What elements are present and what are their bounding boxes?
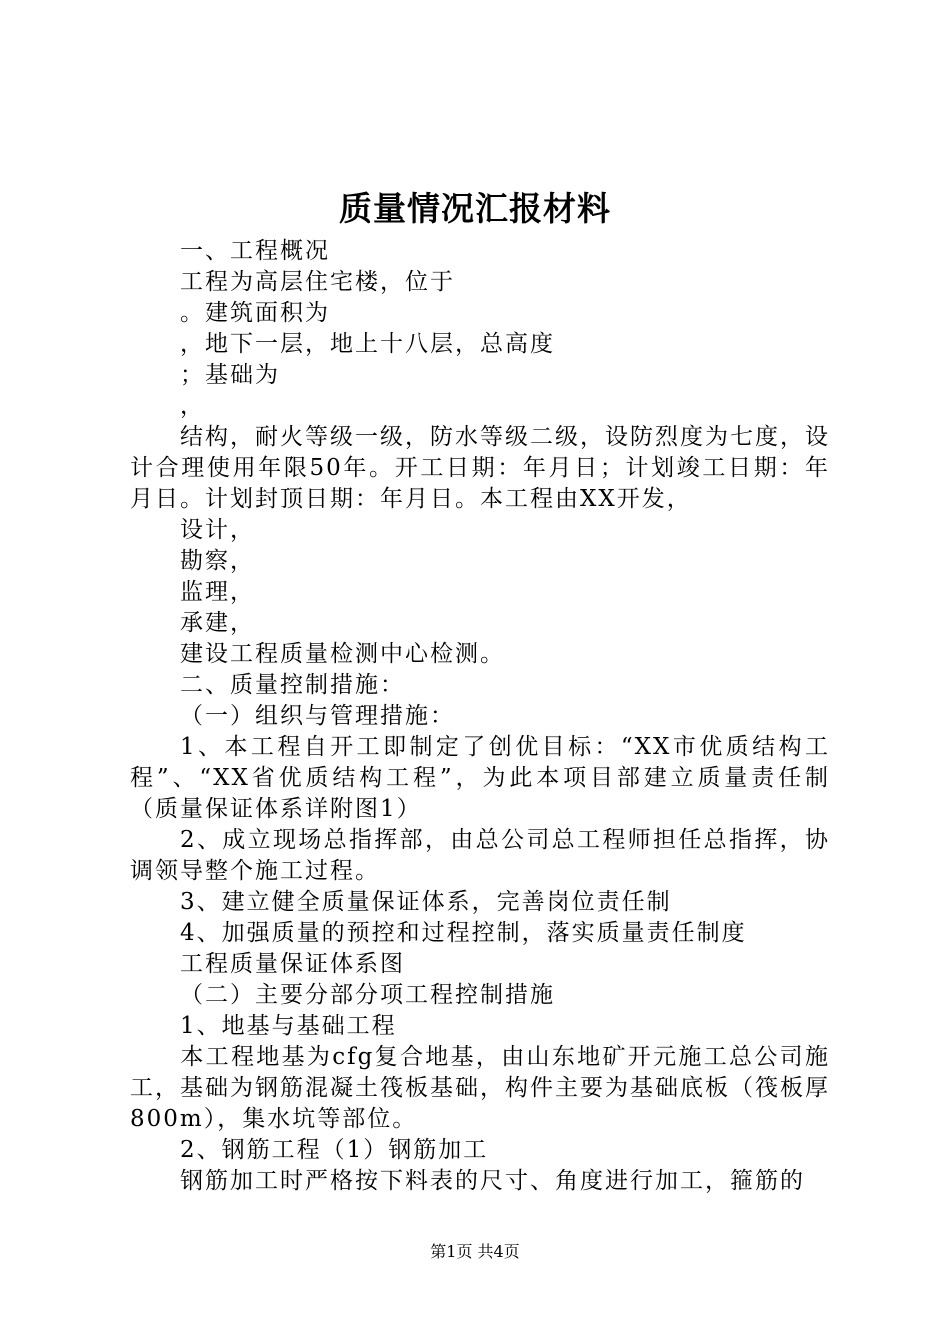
text-line: 监理， (180, 579, 255, 605)
paragraph-structure (130, 422, 830, 515)
document-body (130, 236, 830, 1197)
text-line: 3、建立健全质量保证体系，完善岗位责任制 (180, 889, 672, 915)
text-line: 。建筑面积为 (180, 300, 330, 326)
text-line: 4、加强质量的预控和过程控制，落实质量责任制度 (180, 920, 747, 946)
text-line: 工程质量保证体系图 (180, 951, 405, 977)
subsection-heading-main-works: （二）主要分部分项工程控制措施 (180, 982, 555, 1008)
page-footer: 第1页 共4页 (430, 1242, 520, 1261)
text-line: 勘察， (180, 548, 255, 574)
document-title: 质量情况汇报材料 (339, 189, 611, 228)
section-heading-quality-control: 二、质量控制措施： (180, 672, 405, 698)
text-line: 设计， (180, 517, 255, 543)
subsection-heading-organization: （一）组织与管理措施： (180, 703, 455, 729)
paragraph-goal-text: 1、本工程自开工即制定了创优目标：“XX市优质结构工程”、“XX省优质结构工程”，为此本项目部建立质量责任制（质量保证体系详附图1） (130, 734, 830, 822)
paragraph-foundation-text: 本工程地基为cfg复合地基，由山东地矿开元施工总公司施工，基础为钢筋混凝土筏板基础，构件主要为基础底板（筏板厚800m），集水坑等部位。 (130, 1044, 830, 1132)
paragraph-rebar (130, 1166, 830, 1197)
paragraph-headquarters (130, 825, 830, 887)
item-heading-rebar: 2、钢筋工程（1）钢筋加工 (180, 1137, 489, 1163)
paragraph-foundation (130, 1042, 830, 1135)
item-heading-foundation: 1、地基与基础工程 (180, 1013, 397, 1039)
paragraph-rebar-text: 钢筋加工时严格按下料表的尺寸、角度进行加工，箍筋的 (180, 1168, 805, 1194)
text-line: 承建， (180, 610, 255, 636)
text-line: ；基础为 (180, 362, 280, 388)
paragraph-structure-text: 结构，耐火等级一级，防水等级二级，设防烈度为七度，设计合理使用年限50年。开工日期：年月日；计划竣工日期：年月日。计划封顶日期：年月日。本工程由XX开发， (130, 424, 830, 512)
text-line: ， (180, 393, 205, 419)
paragraph-headquarters-text: 2、成立现场总指挥部，由总公司总工程师担任总指挥，协调领导整个施工过程。 (130, 827, 830, 884)
section-heading-overview: 一、工程概况 (180, 238, 330, 264)
text-line: 建设工程质量检测中心检测。 (180, 641, 505, 667)
text-line: ，地下一层，地上十八层，总高度 (180, 331, 555, 357)
text-line: 工程为高层住宅楼，位于 (180, 269, 455, 295)
paragraph-goal (130, 732, 830, 825)
